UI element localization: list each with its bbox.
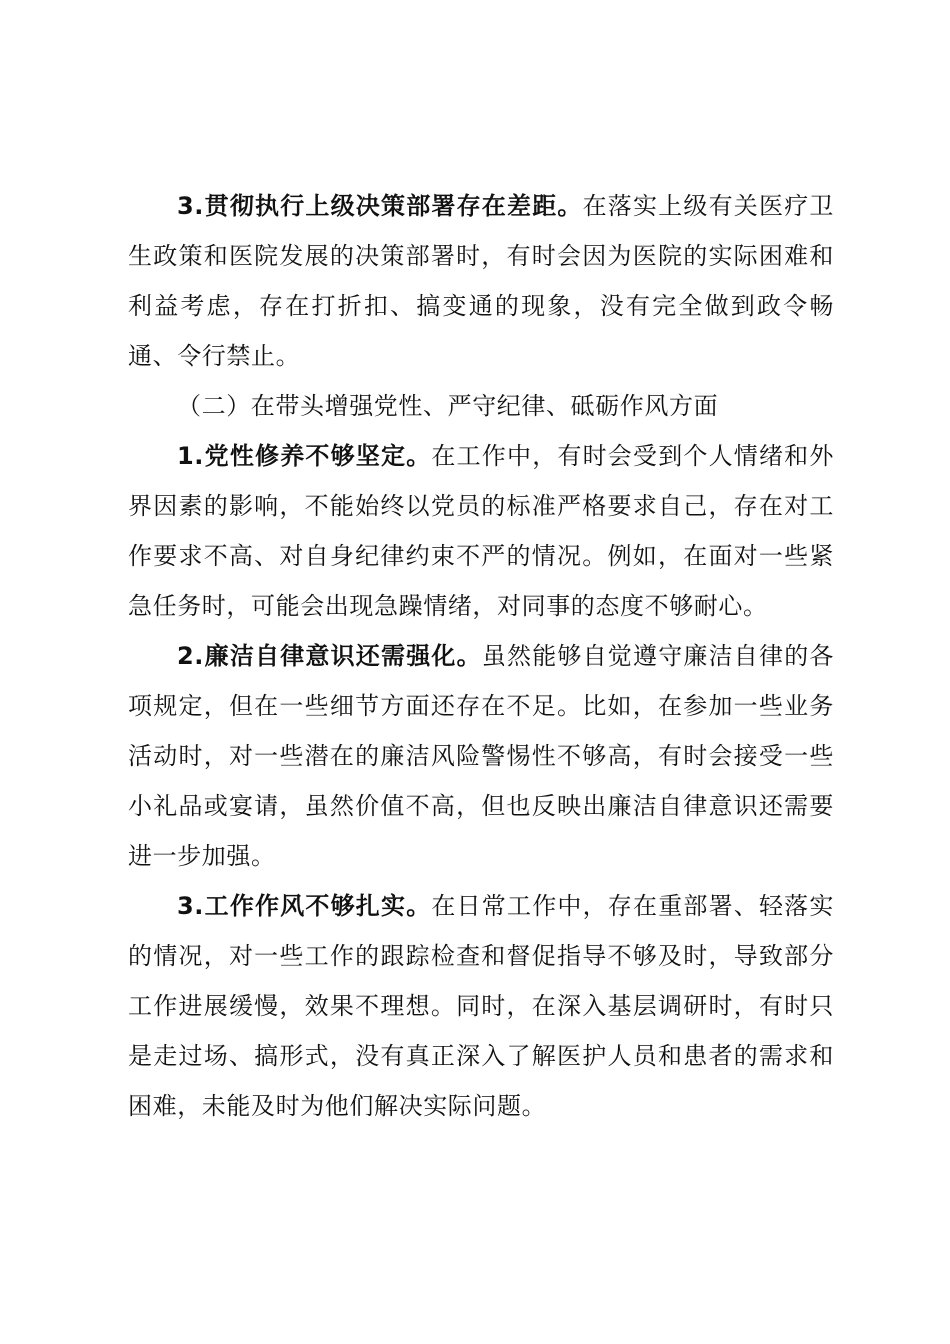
paragraph-party-spirit	[128, 431, 834, 631]
paragraph-integrity	[128, 631, 834, 881]
paragraph-text: 虽然能够自觉遵守廉洁自律的各项规定，但在一些细节方面还存在不足。比如，在参加一些业务活动时，对一些潜在的廉洁风险警惕性不够高，有时会接受一些小礼品或宴请，虽然价值不高，但也反映出廉洁自律意识还需要进一步加强。	[128, 642, 834, 870]
paragraph-text: 在日常工作中，存在重部署、轻落实的情况，对一些工作的跟踪检查和督促指导不够及时，导致部分工作进展缓慢，效果不理想。同时，在深入基层调研时，有时只是走过场、搞形式，没有真正深入了解医护人员和患者的需求和困难，未能及时为他们解决实际问题。	[128, 892, 834, 1120]
paragraph-text: 在工作中，有时会受到个人情绪和外界因素的影响，不能始终以党员的标准严格要求自己，存在对工作要求不高、对自身纪律约束不严的情况。例如，在面对一些紧急任务时，可能会出现急躁情绪，对同事的态度不够耐心。	[128, 442, 834, 620]
paragraph-policy-implementation	[128, 181, 834, 381]
paragraph-lead: 3.工作作风不够扎实。	[177, 892, 432, 920]
section-heading: （二）在带头增强党性、严守纪律、砥砺作风方面	[177, 392, 719, 420]
paragraph-work-style	[128, 881, 834, 1131]
document-body	[128, 181, 834, 1131]
paragraph-lead: 1.党性修养不够坚定。	[177, 442, 432, 470]
paragraph-lead: 2.廉洁自律意识还需强化。	[177, 642, 482, 670]
paragraph-text: 在落实上级有关医疗卫生政策和医院发展的决策部署时，有时会因为医院的实际困难和利益考虑，存在打折扣、搞变通的现象，没有完全做到政令畅通、令行禁止。	[128, 192, 835, 370]
paragraph-lead: 3.贯彻执行上级决策部署存在差距。	[177, 192, 583, 220]
